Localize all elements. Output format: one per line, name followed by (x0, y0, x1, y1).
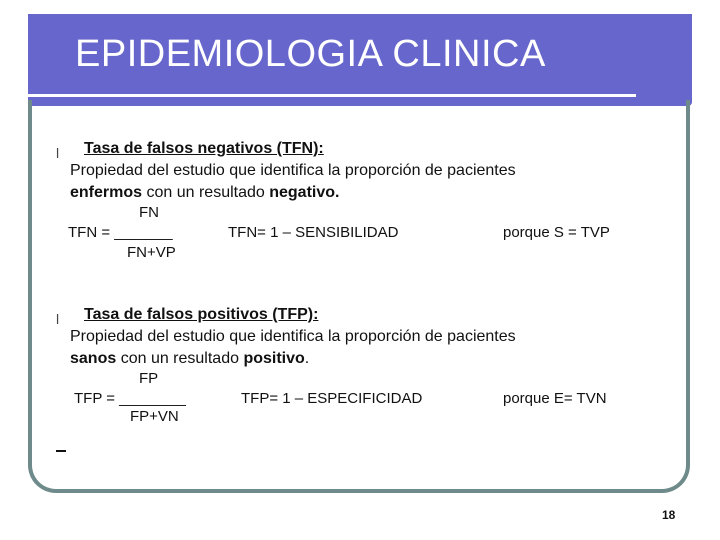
page-number: 18 (662, 508, 676, 522)
tfn-description-line2 (70, 184, 339, 202)
tfn-porque: porque S = TVP (503, 224, 610, 241)
tfp-heading: Tasa de falsos positivos (TFP): (84, 306, 319, 323)
tfp-bold-sanos: sanos (70, 350, 117, 367)
tfp-porque: porque E= TVN (503, 390, 607, 407)
tfp-bold-positivo: positivo (243, 350, 305, 367)
stray-dash (56, 450, 66, 452)
content-frame (28, 100, 690, 493)
tfn-description-line1: Propiedad del estudio que identifica la proporción de pacientes (70, 162, 516, 179)
tfp-formula: TFP= 1 – ESPECIFICIDAD (241, 390, 423, 407)
tfn-denominator: FN+VP (127, 244, 176, 261)
tfn-bold-enfermos: enfermos (70, 184, 143, 201)
tfn-mid-text: con un resultado (142, 184, 270, 201)
tfn-lhs: TFN = _______ (68, 224, 173, 241)
tfp-end-text: . (304, 350, 310, 367)
bullet-icon: l (56, 145, 60, 161)
tfp-denominator: FP+VN (130, 408, 179, 425)
title-underline (28, 94, 636, 97)
tfn-bold-negativo: negativo. (269, 184, 340, 201)
tfp-mid-text: con un resultado (116, 350, 244, 367)
tfp-numerator: FP (139, 370, 159, 387)
bullet-icon: l (56, 311, 60, 327)
tfp-description-line1: Propiedad del estudio que identifica la proporción de pacientes (70, 328, 516, 345)
tfn-formula: TFN= 1 – SENSIBILIDAD (228, 224, 399, 241)
tfp-lhs: TFP = ________ (74, 390, 186, 407)
tfp-description-line2 (70, 350, 309, 368)
slide-title: EPIDEMIOLOGIA CLINICA (75, 33, 546, 75)
tfn-heading: Tasa de falsos negativos (TFN): (84, 140, 324, 157)
tfn-numerator: FN (139, 204, 159, 221)
